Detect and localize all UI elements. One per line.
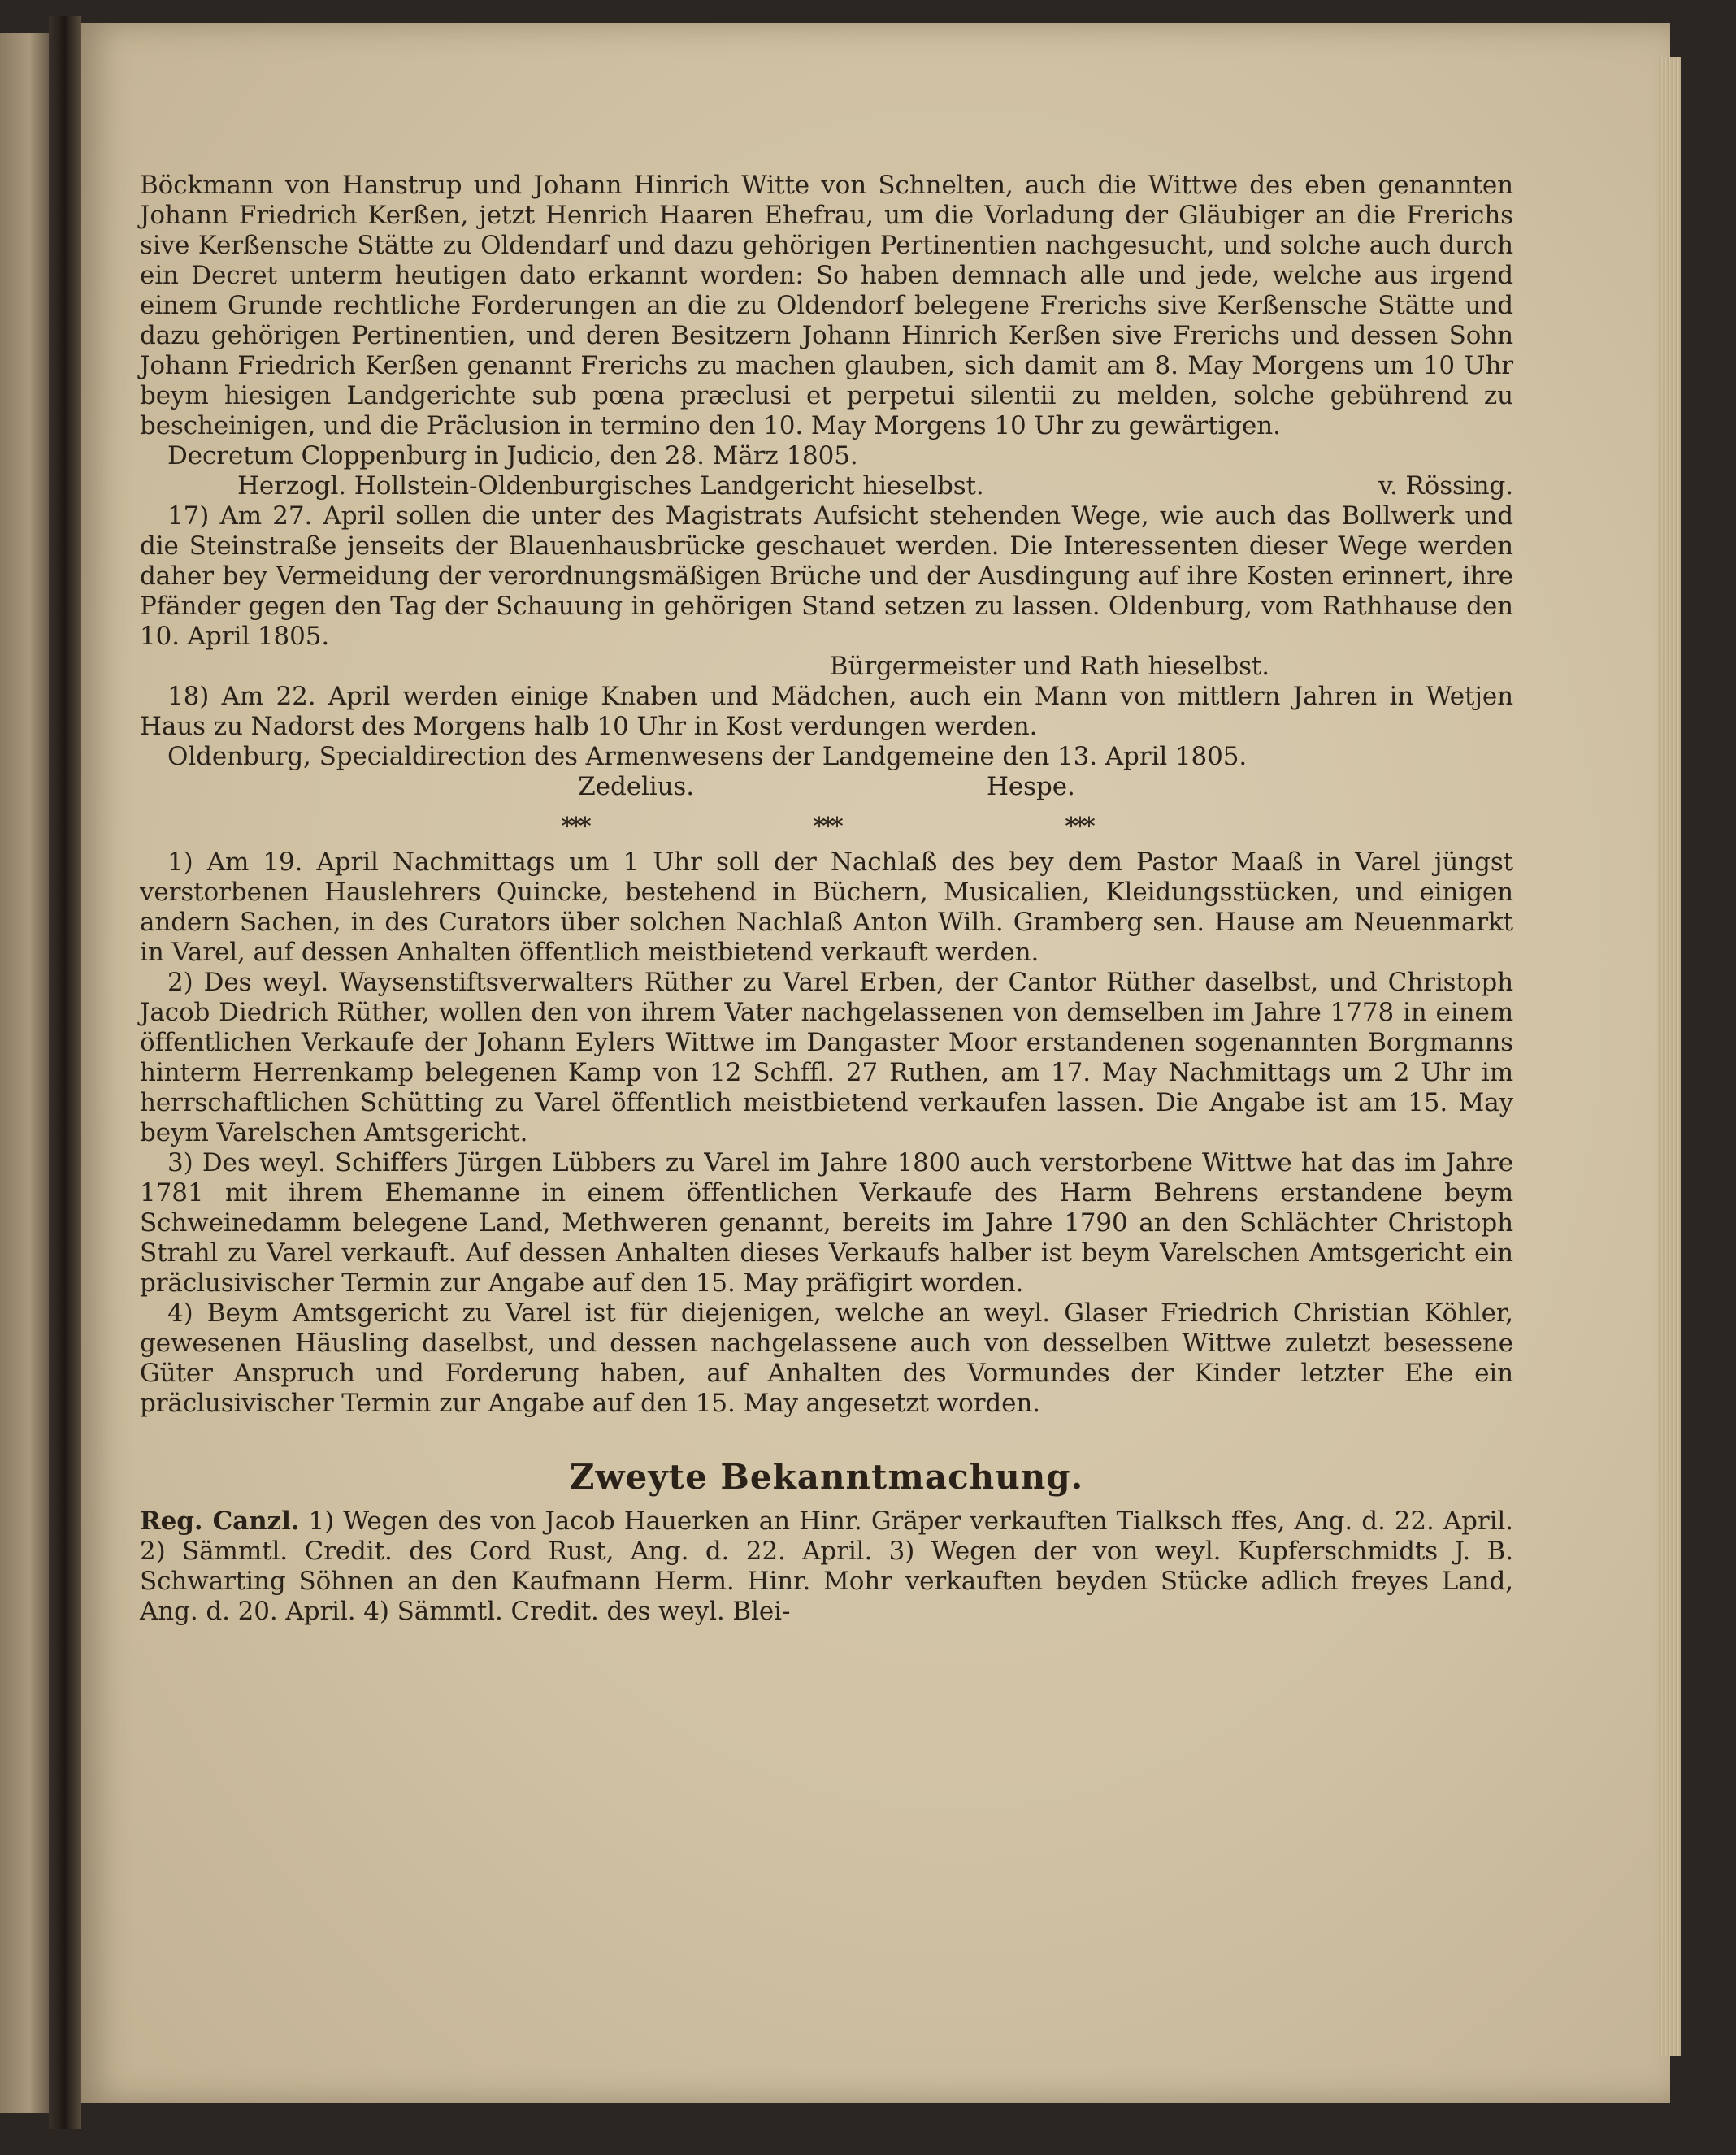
asterism-mark: *** [1065, 812, 1092, 841]
paragraph-item-17: 17) Am 27. April sollen die unter des Magistrats Aufsicht stehenden Wege, wie auch das Bollwerk und die Steinstraße jenseits der Blauenhausbrücke geschauet werden. Die Interessenten dieser Wege werden daher bey Vermeidung der verordnungsmäßigen Brüche und der Ausdingung auf ihre Kosten erinnert, ihre Pfänder gegen den Tag der Schauung in gehörigen Stand setzen zu lassen. Oldenburg, vom Rathhause den 10. April 1805. [140, 501, 1513, 651]
section-heading: Zweyte Bekanntmachung. [569, 1457, 1084, 1497]
signatures-item-18 [140, 772, 1513, 802]
lead-label: Reg. Canzl. [140, 1507, 300, 1536]
paragraph-varel-3: 3) Des weyl. Schiffers Jürgen Lübbers zu Varel im Jahre 1800 auch verstorbene Wittwe hat das im Jahre 1781 mit ihrem Ehemanne in einem öffentlichen Verkaufe des Harm Behrens erstandene beym Schweinedamm belegene Land, Methweren genannt, bereits im Jahre 1790 an den Schlächter Christoph Strahl zu Varel verkauft. Auf dessen Anhalten dieses Verkaufs halber ist beym Varelschen Amtsgericht ein präclusivischer Termin zur Angabe auf den 15. May präfigirt worden. [140, 1148, 1513, 1298]
signer-zedelius: Zedelius. [578, 772, 694, 801]
paragraph-item-18: 18) Am 22. April werden einige Knaben und Mädchen, auch ein Mann von mittlern Jahren in Wetjen Haus zu Nadorst des Morgens halb 10 Uhr in Kost verdungen werden. [140, 682, 1513, 741]
book-gutter [49, 16, 81, 2129]
asterism-mark: *** [813, 812, 840, 841]
section-divider [140, 802, 1513, 848]
paragraph-varel-2: 2) Des weyl. Waysenstiftsverwalters Rüther zu Varel Erben, der Cantor Rüther daselbst, und Christoph Jacob Diedrich Rüther, wollen den von ihrem Vater nachgelassenen von demselben im Jahre 1778 in einem öffentlichen Verkaufe der Johann Eylers Wittwe im Dangaster Moor erstandenen sogenannten Borgmanns hinterm Herrenkamp belegenen Kamp von 12 Schffl. 27 Ruthen, am 17. May Nachmittags um 2 Uhr im herrschaftlichen Schütting zu Varel öffentlich meistbietend verkaufen lassen. Die Angabe ist am 15. May beym Varelschen Amtsgericht. [140, 968, 1513, 1147]
decretum-line: Decretum Cloppenburg in Judicio, den 28. März 1805. [167, 441, 858, 470]
page-stack-edge [1658, 57, 1681, 2056]
paragraph-second-announcement [140, 1507, 1513, 1627]
signature-council: Bürgermeister und Rath hieselbst. [829, 652, 1269, 681]
second-body: 1) Wegen des von Jacob Hauerken an Hinr. Gräper verkauften Tialksch ffes, Ang. d. 22. April. 2) Sämmtl. Credit. des Cord Rust, Ang. d. 22. April. 3) Wegen der von weyl. Kupferschmidts J. B. Schwarting Söhnen an den Kaufmann Herm. Hinr. Mohr verkauften beyden Stücke adlich freyes Land, Ang. d. 20. April. 4) Sämmtl. Credit. des weyl. Blei- [140, 1507, 1513, 1626]
page-text [140, 171, 1513, 1627]
left-page-edge [0, 33, 49, 2113]
asterism-mark: *** [561, 812, 588, 841]
court-authority: Herzogl. Hollstein-Oldenburgisches Landgericht hieselbst. [237, 471, 984, 501]
paragraph-summons: Böckmann von Hanstrup und Johann Hinrich Witte von Schnelten, auch die Wittwe des eben genannten Johann Friedrich Kerßen, jetzt Henrich Haaren Ehefrau, um die Vorladung der Gläubiger an die Frerichs sive Kerßensche Stätte zu Oldendarf und dazu gehörigen Pertinentien nachgesucht, und solche auch durch ein Decret unterm heutigen dato erkannt worden: So haben demnach alle und jede, welche aus irgend einem Grunde rechtliche Forderungen an die zu Oldendorf belegene Frerichs sive Kerßensche Stätte und dazu gehörigen Pertinentien, und deren Besitzern Johann Hinrich Kerßen sive Frerichs und dessen Sohn Johann Friedrich Kerßen genannt Frerichs zu machen glauben, sich damit am 8. May Morgens um 10 Uhr beym hiesigen Landgerichte sub pœna præclusi et perpetui silentii zu melden, solche gebührend zu bescheinigen, und die Präclusion in termino den 10. May Morgens 10 Uhr zu gewärtigen. [140, 171, 1513, 440]
signer-hespe: Hespe. [987, 772, 1075, 801]
paragraph-varel-1: 1) Am 19. April Nachmittags um 1 Uhr soll der Nachlaß des bey dem Pastor Maaß in Varel jüngst verstorbenen Hauslehrers Quincke, bestehend in Büchern, Musicalien, Kleidungsstücken, und einigen andern Sachen, in des Curators über solchen Nachlaß Anton Wilh. Gramberg sen. Hause am Neuenmarkt in Varel, auf dessen Anhalten öffentlich meistbietend verkauft werden. [140, 848, 1513, 967]
court-signer: v. Rössing. [1378, 471, 1513, 501]
paragraph-varel-4: 4) Beym Amtsgericht zu Varel ist für diejenigen, welche an weyl. Glaser Friedrich Christian Köhler, gewesenen Häusling daselbst, und dessen nachgelassene auch von desselben Wittwe zuletzt besessene Güter Anspruch und Forderung haben, auf Anhalten des Vormundes der Kinder letzter Ehe ein präclusivischer Termin zur Angabe auf den 15. May angesetzt worden. [140, 1299, 1513, 1418]
signature-line-court [140, 471, 1513, 501]
place-date-line: Oldenburg, Specialdirection des Armenwesens der Landgemeine den 13. April 1805. [167, 742, 1248, 771]
